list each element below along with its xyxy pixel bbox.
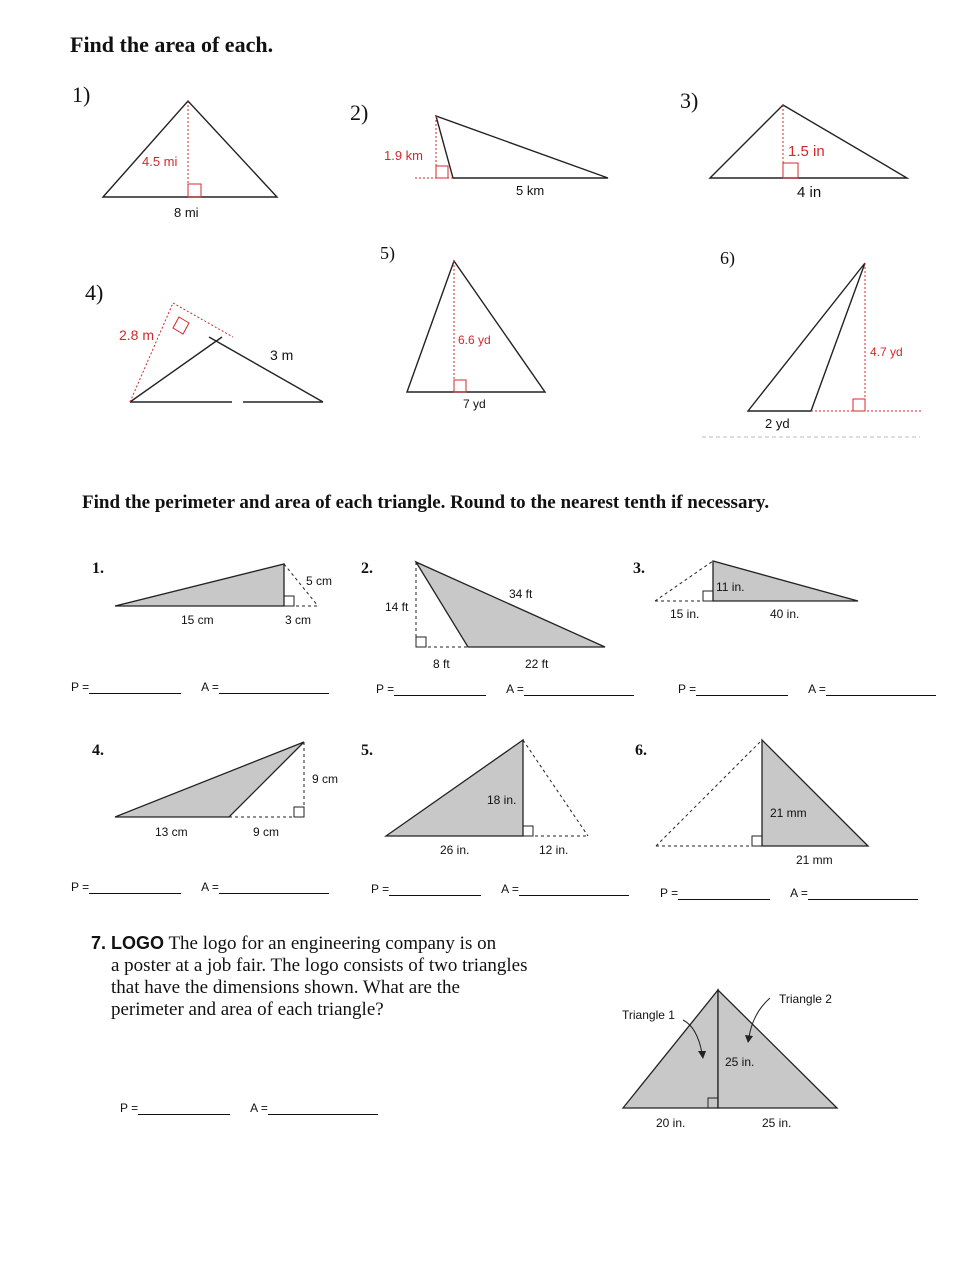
logo-answers [120, 1101, 378, 1115]
exercise-5-height-label: 18 in. [487, 793, 517, 807]
exercise-3-number: 3. [633, 560, 645, 577]
problem-5-height-label: 6.6 yd [458, 333, 491, 347]
exercise-1-ext-label: 3 cm [285, 613, 312, 627]
exercise-4-base-label: 13 cm [155, 825, 188, 839]
perimeter-blank[interactable] [394, 683, 486, 696]
perimeter-blank[interactable] [389, 883, 481, 896]
perimeter-blank[interactable] [89, 681, 181, 694]
logo-base-left-label: 20 in. [656, 1116, 686, 1130]
logo-base-right-label: 25 in. [762, 1116, 792, 1130]
problem-4-figure [125, 295, 330, 410]
perimeter-label: P = [71, 680, 90, 694]
area-label: A = [201, 880, 219, 894]
exercise-4-number: 4. [92, 742, 104, 759]
perimeter-label: P = [376, 682, 395, 696]
exercise-2-number: 2. [361, 560, 373, 577]
problem-1-figure [95, 95, 285, 205]
problem-4-height-label: 2.8 m [119, 327, 155, 343]
problem-2-figure [415, 110, 615, 185]
problem-4-number: 4) [85, 280, 104, 305]
problem-6-base-label: 2 yd [765, 416, 790, 431]
exercise-2-figure [410, 558, 610, 653]
area-blank[interactable] [524, 683, 634, 696]
logo-line-4: perimeter and area of each triangle? [111, 999, 384, 1020]
exercise-6-height-label: 21 mm [770, 806, 807, 820]
area-label: A = [506, 682, 524, 696]
exercise-2-height-label: 14 ft [385, 600, 409, 614]
problem-5-number: 5) [380, 243, 395, 263]
area-blank[interactable] [268, 1102, 378, 1115]
section1-title: Find the area of each. [70, 32, 274, 57]
exercise-2-hyp-label: 34 ft [509, 587, 533, 601]
logo-line-3: that have the dimensions shown. What are the [111, 977, 460, 998]
exercise-4-answers [71, 880, 329, 894]
problem-1-height-label: 4.5 mi [142, 154, 178, 169]
exercise-3-figure [650, 558, 865, 608]
exercise-4-ext-label: 9 cm [253, 825, 280, 839]
perimeter-label: P = [71, 880, 90, 894]
exercise-6-figure [650, 736, 875, 851]
problem-2-base-label: 5 km [516, 183, 545, 198]
problem-6-number: 6) [720, 248, 735, 268]
problem-4-side-label: 3 m [270, 347, 294, 363]
perimeter-label: P = [371, 882, 390, 896]
logo-height-label: 25 in. [725, 1055, 755, 1069]
problem-6-height-label: 4.7 yd [870, 345, 903, 359]
problem-1-number: 1) [72, 82, 91, 107]
exercise-3-ext-label: 15 in. [670, 607, 700, 621]
exercise-3-height-label: 11 in. [716, 580, 745, 594]
perimeter-blank[interactable] [89, 881, 181, 894]
exercise-5-figure [380, 736, 595, 841]
exercise-3-base-label: 40 in. [770, 607, 800, 621]
logo-triangle-2-label: Triangle 2 [779, 992, 832, 1006]
perimeter-blank[interactable] [696, 683, 788, 696]
exercise-6-number: 6. [635, 742, 647, 759]
exercise-1-figure [110, 558, 325, 613]
area-label: A = [808, 682, 826, 696]
problem-3-base-label: 4 in [797, 184, 822, 201]
problem-3-number: 3) [680, 88, 699, 113]
exercise-1-number: 1. [92, 560, 104, 577]
problem-3-height-label: 1.5 in [788, 143, 825, 160]
problem-1-base-label: 8 mi [174, 205, 199, 220]
problem-2-height-label: 1.9 km [384, 148, 424, 163]
area-blank[interactable] [219, 681, 329, 694]
area-blank[interactable] [808, 887, 918, 900]
perimeter-label: P = [120, 1101, 139, 1115]
exercise-5-base-label: 26 in. [440, 843, 470, 857]
exercise-1-base-label: 15 cm [181, 613, 214, 627]
perimeter-label: P = [660, 886, 679, 900]
exercise-1-answers [71, 680, 329, 694]
exercise-4-figure [110, 738, 315, 823]
problem-2-number: 2) [350, 100, 369, 125]
logo-triangle-1-label: Triangle 1 [622, 1008, 675, 1022]
area-label: A = [250, 1101, 268, 1115]
perimeter-blank[interactable] [138, 1102, 230, 1115]
exercise-1-hyp-label: 5 cm [306, 574, 333, 588]
area-blank[interactable] [519, 883, 629, 896]
exercise-3-answers [678, 682, 936, 696]
exercise-2-answers [376, 682, 634, 696]
exercise-6-base-label: 21 mm [796, 853, 833, 867]
logo-line-1-text: The logo for an engineering company is on [168, 933, 497, 954]
section2-title: Find the perimeter and area of each triangle. Round to the nearest tenth if necessary. [82, 492, 770, 513]
exercise-4-height-label: 9 cm [312, 772, 339, 786]
area-label: A = [201, 680, 219, 694]
exercise-6-answers [660, 886, 918, 900]
logo-heading: 7. LOGO [91, 933, 165, 953]
problem-5-figure [400, 255, 550, 400]
exercise-5-ext-label: 12 in. [539, 843, 569, 857]
area-label: A = [501, 882, 519, 896]
exercise-5-number: 5. [361, 742, 373, 759]
area-label: A = [790, 886, 808, 900]
area-blank[interactable] [219, 881, 329, 894]
problem-5-base-label: 7 yd [463, 397, 486, 411]
area-blank[interactable] [826, 683, 936, 696]
exercise-5-answers [371, 882, 629, 896]
perimeter-blank[interactable] [678, 887, 770, 900]
logo-line-2: a poster at a job fair. The logo consists of two triangles [111, 955, 528, 976]
exercise-2-ext-label: 8 ft [433, 657, 450, 671]
logo-problem-text [91, 932, 611, 1021]
logo-line-1 [91, 932, 611, 955]
exercise-2-base-label: 22 ft [525, 657, 549, 671]
perimeter-label: P = [678, 682, 697, 696]
